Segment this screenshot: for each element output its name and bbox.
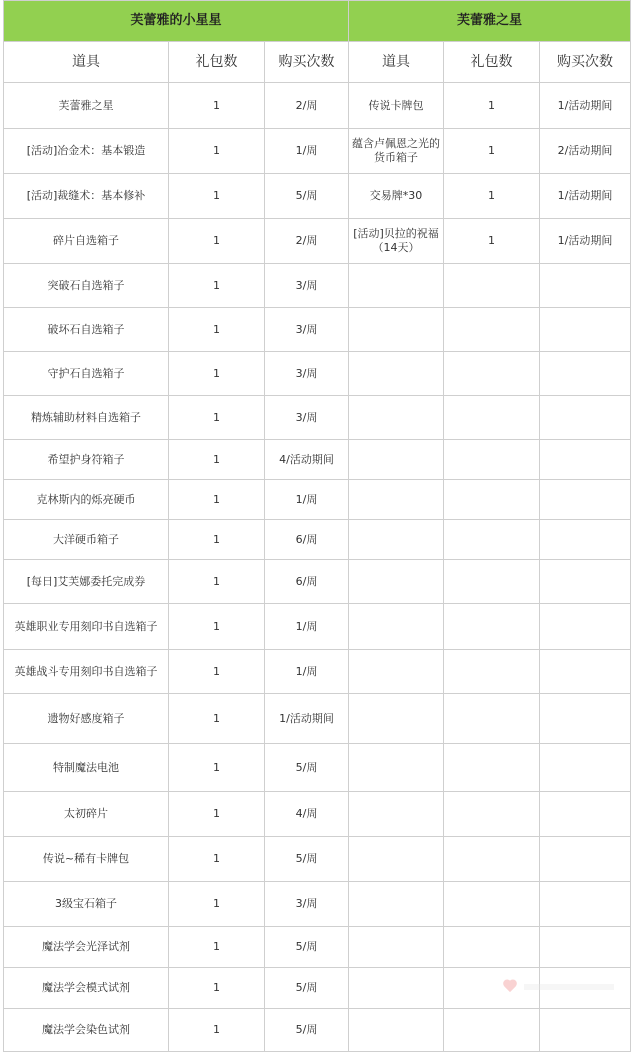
item-count: 1 <box>169 604 265 650</box>
purchase-limit: 1/周 <box>265 129 349 174</box>
table-row <box>4 520 631 560</box>
purchase-limit <box>540 882 631 927</box>
item-count <box>444 440 540 480</box>
watermark-blur <box>524 984 614 990</box>
item-name <box>349 264 444 308</box>
purchase-limit: 3/周 <box>265 264 349 308</box>
purchase-limit <box>540 927 631 968</box>
purchase-limit: 1/活动期间 <box>265 694 349 744</box>
purchase-limit: 6/周 <box>265 520 349 560</box>
table-row <box>4 650 631 694</box>
table-row <box>4 604 631 650</box>
purchase-limit <box>540 440 631 480</box>
purchase-limit: 5/周 <box>265 968 349 1009</box>
left-section-title: 芙蕾雅的小星星 <box>4 1 349 42</box>
table-row <box>4 694 631 744</box>
item-name: [活动]裁缝术：基本修补 <box>4 174 169 219</box>
item-count: 1 <box>169 792 265 837</box>
item-name: 英雄战斗专用刻印书自选箱子 <box>4 650 169 694</box>
right-section-title: 芙蕾雅之星 <box>349 1 631 42</box>
table-row <box>4 882 631 927</box>
item-count: 1 <box>169 927 265 968</box>
item-name: 芙蕾雅之星 <box>4 83 169 129</box>
item-name: 魔法学会光泽试剂 <box>4 927 169 968</box>
gift-table <box>3 0 631 1052</box>
table-row <box>4 837 631 882</box>
item-count: 1 <box>169 396 265 440</box>
purchase-limit <box>540 650 631 694</box>
item-count: 1 <box>169 83 265 129</box>
purchase-limit: 3/周 <box>265 352 349 396</box>
item-name <box>349 650 444 694</box>
purchase-limit <box>540 308 631 352</box>
purchase-limit <box>540 352 631 396</box>
item-name: 传说~稀有卡牌包 <box>4 837 169 882</box>
item-count: 1 <box>169 352 265 396</box>
table-body <box>4 83 631 1052</box>
table-row <box>4 308 631 352</box>
table-row <box>4 174 631 219</box>
item-name: 蕴含卢佩恩之光的货币箱子 <box>349 129 444 174</box>
purchase-limit <box>540 792 631 837</box>
item-name <box>349 308 444 352</box>
item-name: 希望护身符箱子 <box>4 440 169 480</box>
purchase-limit: 1/活动期间 <box>540 174 631 219</box>
item-name: 传说卡牌包 <box>349 83 444 129</box>
table-row <box>4 440 631 480</box>
purchase-limit <box>540 560 631 604</box>
col-header-count: 礼包数 <box>444 42 540 83</box>
item-count: 1 <box>169 174 265 219</box>
item-name: 克林斯内的烁亮硬币 <box>4 480 169 520</box>
item-count <box>444 308 540 352</box>
item-count <box>444 264 540 308</box>
heart-icon <box>504 980 518 992</box>
table-row <box>4 560 631 604</box>
item-name: 太初碎片 <box>4 792 169 837</box>
item-count: 1 <box>169 560 265 604</box>
item-count <box>444 744 540 792</box>
item-count: 1 <box>444 129 540 174</box>
table-row <box>4 219 631 264</box>
column-header-row <box>4 42 631 83</box>
table-row <box>4 1009 631 1052</box>
item-count: 1 <box>444 83 540 129</box>
purchase-limit <box>540 837 631 882</box>
purchase-limit: 3/周 <box>265 308 349 352</box>
item-count: 1 <box>169 694 265 744</box>
col-header-item: 道具 <box>4 42 169 83</box>
purchase-limit: 2/周 <box>265 219 349 264</box>
item-name: 守护石自选箱子 <box>4 352 169 396</box>
item-name: [活动]贝拉的祝福（14天） <box>349 219 444 264</box>
item-count: 1 <box>444 174 540 219</box>
table-row <box>4 744 631 792</box>
table-row <box>4 129 631 174</box>
item-count: 1 <box>169 264 265 308</box>
item-name <box>349 792 444 837</box>
purchase-limit: 5/周 <box>265 837 349 882</box>
item-name: 3级宝石箱子 <box>4 882 169 927</box>
item-count <box>444 352 540 396</box>
item-count <box>444 694 540 744</box>
purchase-limit: 2/周 <box>265 83 349 129</box>
item-count: 1 <box>169 968 265 1009</box>
purchase-limit: 1/活动期间 <box>540 83 631 129</box>
purchase-limit <box>540 480 631 520</box>
item-count: 1 <box>169 1009 265 1052</box>
item-count: 1 <box>169 129 265 174</box>
table-row <box>4 792 631 837</box>
item-count: 1 <box>169 882 265 927</box>
purchase-limit: 3/周 <box>265 882 349 927</box>
col-header-item: 道具 <box>349 42 444 83</box>
item-name <box>349 352 444 396</box>
item-count: 1 <box>169 440 265 480</box>
item-count <box>444 1009 540 1052</box>
section-header-row <box>4 1 631 42</box>
item-count <box>444 882 540 927</box>
item-name: 大洋硬币箱子 <box>4 520 169 560</box>
item-count: 1 <box>169 650 265 694</box>
col-header-limit: 购买次数 <box>540 42 631 83</box>
item-name <box>349 1009 444 1052</box>
item-name <box>349 968 444 1009</box>
purchase-limit: 5/周 <box>265 174 349 219</box>
purchase-limit: 5/周 <box>265 927 349 968</box>
item-name: 魔法学会染色试剂 <box>4 1009 169 1052</box>
watermark <box>504 976 624 998</box>
purchase-limit: 5/周 <box>265 1009 349 1052</box>
purchase-limit: 4/周 <box>265 792 349 837</box>
item-count: 1 <box>169 520 265 560</box>
item-count <box>444 520 540 560</box>
col-header-limit: 购买次数 <box>265 42 349 83</box>
item-name: 特制魔法电池 <box>4 744 169 792</box>
item-name: 遗物好感度箱子 <box>4 694 169 744</box>
purchase-limit <box>540 604 631 650</box>
item-name: 英雄职业专用刻印书自选箱子 <box>4 604 169 650</box>
item-count: 1 <box>169 480 265 520</box>
item-count: 1 <box>169 308 265 352</box>
item-count: 1 <box>169 837 265 882</box>
item-name <box>349 882 444 927</box>
table-row <box>4 352 631 396</box>
purchase-limit <box>540 744 631 792</box>
purchase-limit <box>540 694 631 744</box>
purchase-limit: 3/周 <box>265 396 349 440</box>
item-count <box>444 927 540 968</box>
item-count: 1 <box>169 744 265 792</box>
purchase-limit <box>540 1009 631 1052</box>
purchase-limit: 4/活动期间 <box>265 440 349 480</box>
item-count <box>444 560 540 604</box>
item-name <box>349 837 444 882</box>
purchase-limit <box>540 264 631 308</box>
item-count <box>444 792 540 837</box>
purchase-limit: 1/周 <box>265 650 349 694</box>
item-name: [活动]冶金术：基本锻造 <box>4 129 169 174</box>
item-count <box>444 480 540 520</box>
item-name: 突破石自选箱子 <box>4 264 169 308</box>
item-name: [每日]艾芙娜委托完成券 <box>4 560 169 604</box>
item-name <box>349 440 444 480</box>
item-count: 1 <box>444 219 540 264</box>
item-name <box>349 694 444 744</box>
item-name <box>349 396 444 440</box>
col-header-count: 礼包数 <box>169 42 265 83</box>
item-name <box>349 480 444 520</box>
purchase-limit: 5/周 <box>265 744 349 792</box>
purchase-limit: 6/周 <box>265 560 349 604</box>
table-row <box>4 264 631 308</box>
purchase-limit <box>540 396 631 440</box>
table-row <box>4 396 631 440</box>
item-name: 交易牌*30 <box>349 174 444 219</box>
table-row <box>4 480 631 520</box>
item-name: 精炼辅助材料自选箱子 <box>4 396 169 440</box>
purchase-limit <box>540 520 631 560</box>
purchase-limit: 2/活动期间 <box>540 129 631 174</box>
purchase-limit: 1/周 <box>265 604 349 650</box>
item-name: 魔法学会模式试剂 <box>4 968 169 1009</box>
item-count: 1 <box>169 219 265 264</box>
item-name <box>349 604 444 650</box>
item-count <box>444 837 540 882</box>
purchase-limit: 1/活动期间 <box>540 219 631 264</box>
item-name: 碎片自选箱子 <box>4 219 169 264</box>
item-name <box>349 744 444 792</box>
table-row <box>4 927 631 968</box>
item-count <box>444 396 540 440</box>
table-row <box>4 83 631 129</box>
purchase-limit: 1/周 <box>265 480 349 520</box>
item-name: 破坏石自选箱子 <box>4 308 169 352</box>
item-count <box>444 604 540 650</box>
item-name <box>349 520 444 560</box>
item-name <box>349 560 444 604</box>
item-count <box>444 650 540 694</box>
item-name <box>349 927 444 968</box>
